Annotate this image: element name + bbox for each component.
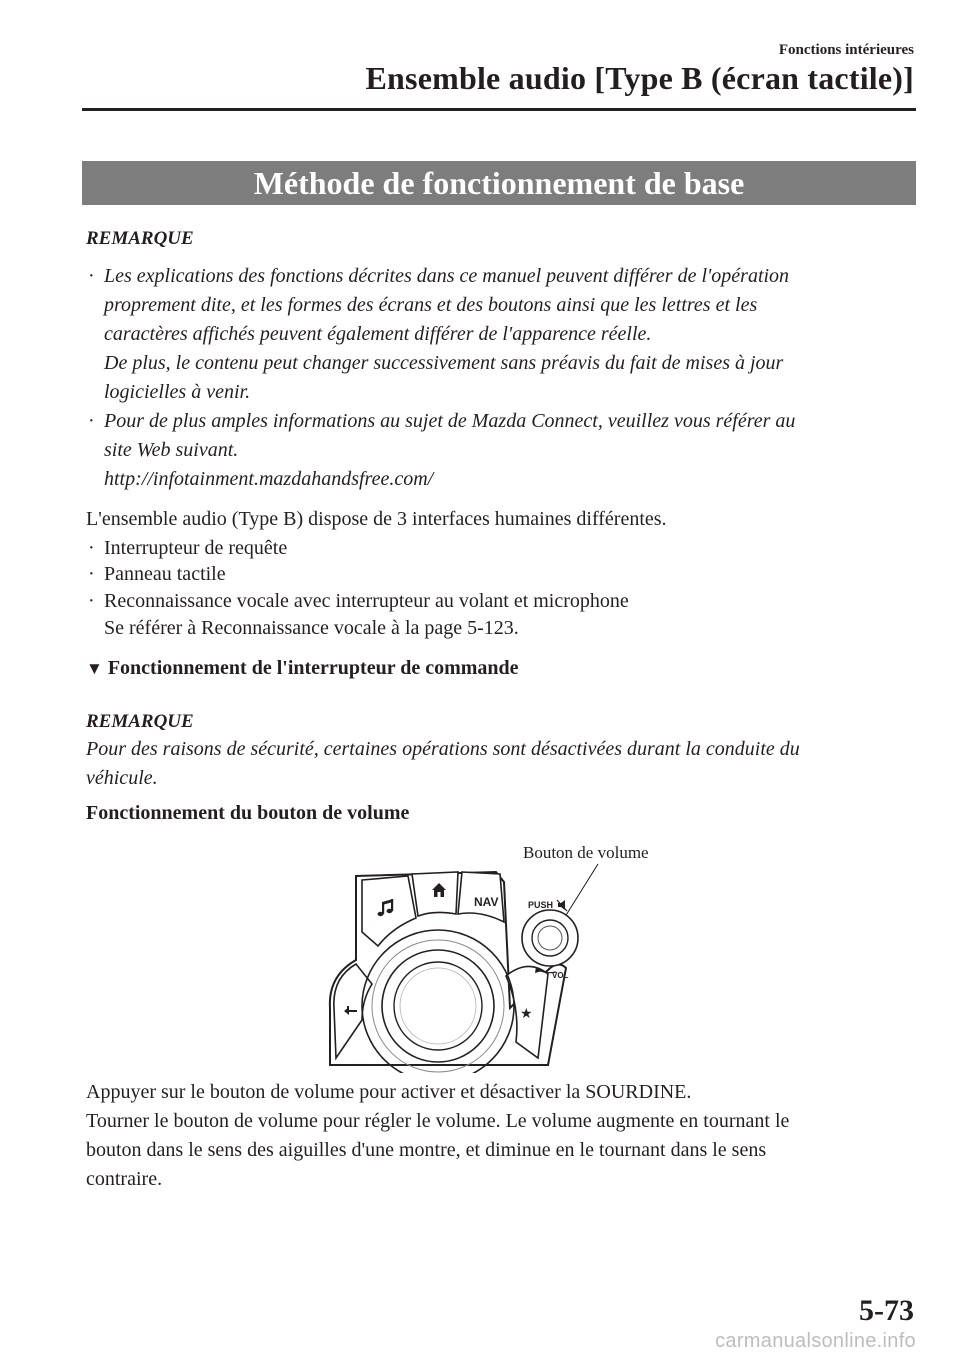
note-line: Pour de plus amples informations au sujet de Mazda Connect, veuillez vous référer au — [104, 410, 796, 432]
interface-item: Panneau tactile — [104, 563, 226, 585]
page-reference[interactable]: Se référer à Reconnaissance vocale à la page 5-123. — [104, 617, 519, 639]
note-line: caractères affichés peuvent également différer de l'apparence réelle. — [104, 323, 652, 345]
body-line: bouton dans le sens des aiguilles d'une montre, et diminue en le tournant dans le sens — [86, 1139, 767, 1161]
chapter-label: Fonctions intérieures — [778, 42, 914, 58]
note-line: site Web suivant. — [104, 439, 239, 461]
mute-icon — [557, 900, 567, 911]
bullet-dot: · — [88, 537, 95, 559]
star-icon: ★ — [520, 1007, 533, 1022]
note-line: véhicule. — [86, 767, 158, 789]
bullet-dot: · — [88, 563, 95, 585]
bullet-dot: · — [88, 410, 95, 432]
note-line: Pour des raisons de sécurité, certaines opérations sont désactivées durant la conduite du — [86, 738, 800, 760]
note-line: logicielles à venir. — [104, 381, 251, 403]
nav-label: NAV — [474, 895, 499, 909]
subsection-heading — [86, 657, 519, 680]
note-line: proprement dite, et les formes des écrans et des boutons ainsi que les lettres et les — [104, 294, 758, 316]
body-line: Tourner le bouton de volume pour régler le volume. Le volume augmente en tournant le — [86, 1110, 790, 1132]
bullet-dot: · — [88, 590, 95, 612]
subsection-title: Fonctionnement de l'interrupteur de commande — [107, 657, 519, 679]
commander-figure — [320, 858, 680, 1073]
section-title: Méthode de fonctionnement de base — [82, 161, 916, 205]
note-label: REMARQUE — [86, 228, 194, 249]
vol-label: VOL — [552, 971, 569, 980]
chapter-title: Ensemble audio [Type B (écran tactile)] — [365, 60, 914, 96]
page-number: 5-73 — [859, 1294, 914, 1327]
figure-callout: Bouton de volume — [523, 843, 649, 862]
intro-text: L'ensemble audio (Type B) dispose de 3 interfaces humaines différentes. — [86, 508, 667, 530]
header-rule — [82, 108, 916, 111]
url-link[interactable]: http://infotainment.mazdahandsfree.com/ — [104, 468, 434, 490]
volume-heading: Fonctionnement du bouton de volume — [86, 802, 410, 824]
interface-item: Reconnaissance vocale avec interrupteur au volant et microphone — [104, 590, 629, 612]
triangle-marker: ▼ — [86, 659, 103, 678]
commander-dial-inner — [394, 962, 482, 1050]
interface-item: Interrupteur de requête — [104, 537, 288, 559]
body-line: Appuyer sur le bouton de volume pour activer et désactiver la SOURDINE. — [86, 1081, 692, 1103]
push-label: PUSH — [528, 900, 554, 910]
watermark: carmanualsonline.info — [715, 1330, 916, 1352]
note-line: Les explications des fonctions décrites dans ce manuel peuvent différer de l'opération — [104, 265, 790, 287]
note-line: De plus, le contenu peut changer successivement sans préavis du fait de mises à jour — [104, 352, 784, 374]
bullet-dot: · — [88, 265, 95, 287]
body-line: contraire. — [86, 1168, 163, 1190]
note-label: REMARQUE — [86, 711, 194, 732]
